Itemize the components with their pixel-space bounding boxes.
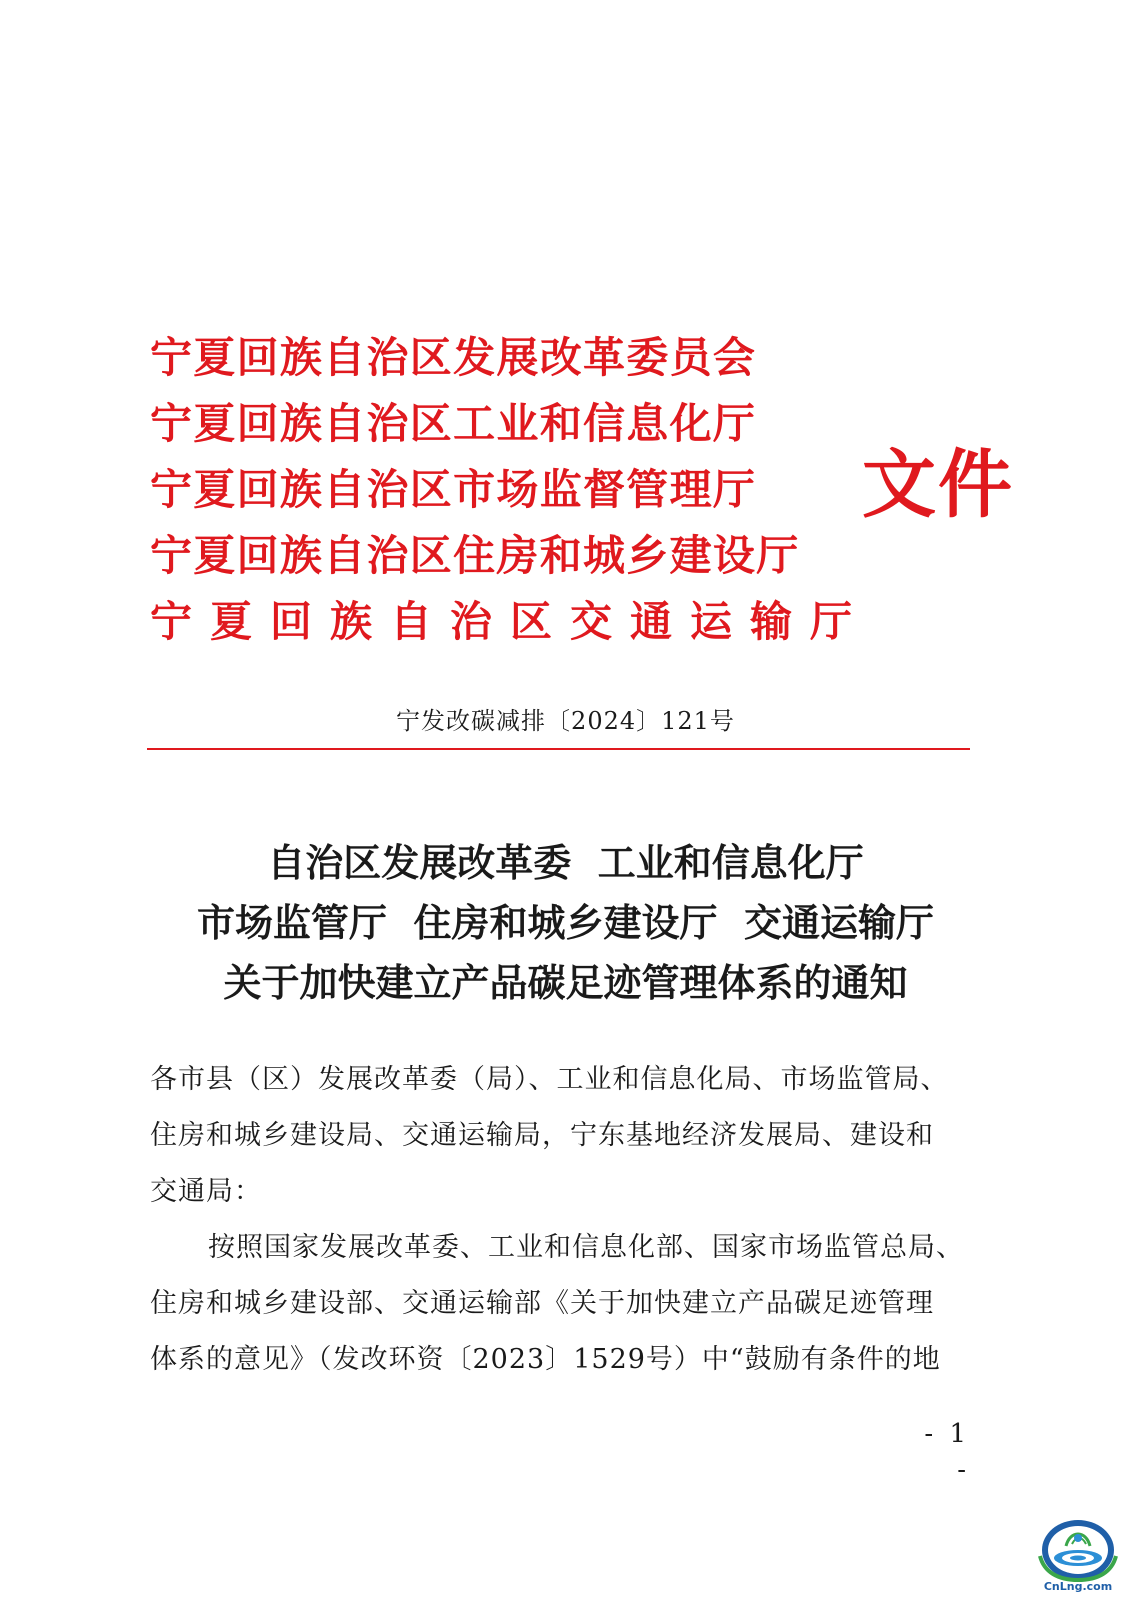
body-line-6: 体系的意见》（发改环资〔2023〕1529号）中“鼓励有条件的地 — [150, 1344, 941, 1375]
body-line-1: 各市县（区）发展改革委（局）、工业和信息化局、市场监管局、 — [150, 1064, 949, 1095]
red-divider-line — [147, 748, 970, 750]
body-line-4: 按照国家发展改革委、工业和信息化部、国家市场监管总局、 — [208, 1232, 964, 1263]
page-number: - 1 - — [924, 1419, 970, 1485]
document-number: 宁发改碳减排〔2024〕121号 — [396, 707, 735, 735]
body-line-3: 交通局： — [150, 1176, 262, 1207]
title-line-3: 关于加快建立产品碳足迹管理体系的通知 — [223, 960, 908, 1005]
body-line-5: 住房和城乡建设部、交通运输部《关于加快建立产品碳足迹管理 — [150, 1288, 934, 1319]
issuing-agency-2: 宁夏回族自治区工业和信息化厅 — [150, 399, 757, 448]
issuing-agency-5: 宁夏回族自治区交通运输厅 — [150, 597, 871, 646]
document-header — [150, 330, 1014, 660]
issuing-agency-1: 宁夏回族自治区发展改革委员会 — [150, 333, 757, 382]
document-label: 文件 — [862, 442, 1014, 528]
issuing-agency-3: 宁夏回族自治区市场监督管理厅 — [150, 465, 757, 514]
issuing-agency-4: 宁夏回族自治区住房和城乡建设厅 — [150, 531, 800, 580]
body-line-2: 住房和城乡建设局、交通运输局，宁东基地经济发展局、建设和 — [150, 1120, 934, 1151]
title-line-1: 自治区发展改革委 工业和信息化厅 — [267, 840, 864, 885]
watermark-text: CnLng.com — [1043, 1580, 1113, 1593]
title-line-2: 市场监管厅 住房和城乡建设厅 交通运输厅 — [197, 900, 934, 945]
